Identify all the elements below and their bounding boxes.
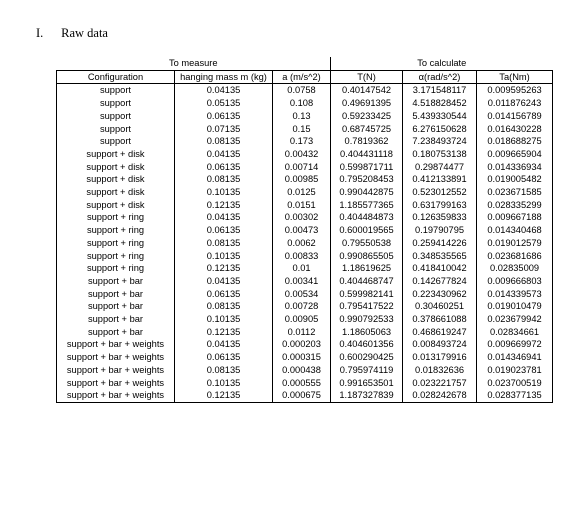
angular-acceleration-cell: 0.523012552 bbox=[403, 186, 477, 199]
hanging-mass-cell: 0.04135 bbox=[175, 84, 273, 97]
hanging-mass-cell: 0.10135 bbox=[175, 250, 273, 263]
acceleration-cell: 0.13 bbox=[273, 110, 331, 123]
table-row bbox=[57, 224, 553, 237]
column-header-row bbox=[57, 70, 553, 84]
tension-cell: 0.795208453 bbox=[331, 173, 403, 186]
tension-cell: 0.990442875 bbox=[331, 186, 403, 199]
torque-cell: 0.019023781 bbox=[477, 364, 553, 377]
torque-cell: 0.018688275 bbox=[477, 135, 553, 148]
hanging-mass-cell: 0.10135 bbox=[175, 313, 273, 326]
hanging-mass-cell: 0.06135 bbox=[175, 351, 273, 364]
torque-cell: 0.016430228 bbox=[477, 123, 553, 136]
table-row bbox=[57, 275, 553, 288]
hanging-mass-cell: 0.12135 bbox=[175, 199, 273, 212]
table-row bbox=[57, 351, 553, 364]
hanging-mass-cell: 0.06135 bbox=[175, 110, 273, 123]
section-number: I. bbox=[36, 26, 44, 40]
configuration-cell: support + ring bbox=[57, 250, 175, 263]
angular-acceleration-cell: 4.518828452 bbox=[403, 97, 477, 110]
angular-acceleration-cell: 0.418410042 bbox=[403, 262, 477, 275]
configuration-cell: support + bar bbox=[57, 300, 175, 313]
torque-cell: 0.009669972 bbox=[477, 338, 553, 351]
acceleration-cell: 0.00985 bbox=[273, 173, 331, 186]
angular-acceleration-cell: 7.238493724 bbox=[403, 135, 477, 148]
acceleration-cell: 0.0151 bbox=[273, 199, 331, 212]
hanging-mass-cell: 0.04135 bbox=[175, 338, 273, 351]
hanging-mass-cell: 0.12135 bbox=[175, 389, 273, 402]
configuration-cell: support + bar + weights bbox=[57, 389, 175, 402]
tension-cell: 0.795974119 bbox=[331, 364, 403, 377]
group-header-row bbox=[57, 57, 553, 70]
tension-cell: 0.79550538 bbox=[331, 237, 403, 250]
acceleration-cell: 0.00534 bbox=[273, 288, 331, 301]
angular-acceleration-cell: 0.126359833 bbox=[403, 211, 477, 224]
acceleration-cell: 0.00714 bbox=[273, 161, 331, 174]
torque-cell: 0.02835009 bbox=[477, 262, 553, 275]
table-row bbox=[57, 161, 553, 174]
configuration-cell: support + disk bbox=[57, 199, 175, 212]
torque-cell: 0.011876243 bbox=[477, 97, 553, 110]
tension-cell: 0.49691395 bbox=[331, 97, 403, 110]
torque-cell: 0.028377135 bbox=[477, 389, 553, 402]
tension-cell: 0.404601356 bbox=[331, 338, 403, 351]
acceleration-cell: 0.000203 bbox=[273, 338, 331, 351]
tension-cell: 0.795417522 bbox=[331, 300, 403, 313]
table-row bbox=[57, 338, 553, 351]
configuration-cell: support bbox=[57, 84, 175, 97]
configuration-cell: support + ring bbox=[57, 237, 175, 250]
acceleration-cell: 0.00302 bbox=[273, 211, 331, 224]
hanging-mass-cell: 0.08135 bbox=[175, 135, 273, 148]
acceleration-cell: 0.0062 bbox=[273, 237, 331, 250]
table-row bbox=[57, 300, 553, 313]
tension-cell: 0.599982141 bbox=[331, 288, 403, 301]
acceleration-cell: 0.173 bbox=[273, 135, 331, 148]
torque-cell: 0.023671585 bbox=[477, 186, 553, 199]
acceleration-cell: 0.000315 bbox=[273, 351, 331, 364]
hanging-mass-cell: 0.06135 bbox=[175, 288, 273, 301]
angular-acceleration-cell: 0.142677824 bbox=[403, 275, 477, 288]
configuration-cell: support bbox=[57, 135, 175, 148]
configuration-cell: support + bar bbox=[57, 275, 175, 288]
column-header: α(rad/s^2) bbox=[403, 70, 477, 84]
configuration-cell: support + bar + weights bbox=[57, 351, 175, 364]
column-header: Ta(Nm) bbox=[477, 70, 553, 84]
torque-cell: 0.009666803 bbox=[477, 275, 553, 288]
tension-cell: 0.599871711 bbox=[331, 161, 403, 174]
table-row bbox=[57, 211, 553, 224]
tension-cell: 0.600019565 bbox=[331, 224, 403, 237]
acceleration-cell: 0.01 bbox=[273, 262, 331, 275]
torque-cell: 0.009667188 bbox=[477, 211, 553, 224]
configuration-cell: support + bar + weights bbox=[57, 364, 175, 377]
angular-acceleration-cell: 3.171548117 bbox=[403, 84, 477, 97]
table-row bbox=[57, 288, 553, 301]
tension-cell: 0.600290425 bbox=[331, 351, 403, 364]
section-heading bbox=[36, 26, 108, 41]
table-row bbox=[57, 326, 553, 339]
acceleration-cell: 0.00432 bbox=[273, 148, 331, 161]
configuration-cell: support + disk bbox=[57, 173, 175, 186]
table-row bbox=[57, 389, 553, 402]
acceleration-cell: 0.00833 bbox=[273, 250, 331, 263]
group-header-calculate: To calculate bbox=[331, 57, 553, 70]
acceleration-cell: 0.000555 bbox=[273, 377, 331, 390]
hanging-mass-cell: 0.04135 bbox=[175, 275, 273, 288]
column-header: hanging mass m (kg) bbox=[175, 70, 273, 84]
tension-cell: 1.187327839 bbox=[331, 389, 403, 402]
configuration-cell: support bbox=[57, 123, 175, 136]
angular-acceleration-cell: 0.19790795 bbox=[403, 224, 477, 237]
configuration-cell: support + ring bbox=[57, 224, 175, 237]
acceleration-cell: 0.0112 bbox=[273, 326, 331, 339]
hanging-mass-cell: 0.10135 bbox=[175, 377, 273, 390]
tension-cell: 0.68745725 bbox=[331, 123, 403, 136]
hanging-mass-cell: 0.10135 bbox=[175, 186, 273, 199]
table-body bbox=[57, 84, 553, 403]
angular-acceleration-cell: 6.276150628 bbox=[403, 123, 477, 136]
configuration-cell: support + disk bbox=[57, 186, 175, 199]
torque-cell: 0.014346941 bbox=[477, 351, 553, 364]
torque-cell: 0.009665904 bbox=[477, 148, 553, 161]
configuration-cell: support + bar bbox=[57, 313, 175, 326]
angular-acceleration-cell: 0.028242678 bbox=[403, 389, 477, 402]
table-row bbox=[57, 84, 553, 97]
tension-cell: 0.404431118 bbox=[331, 148, 403, 161]
torque-cell: 0.019012579 bbox=[477, 237, 553, 250]
acceleration-cell: 0.00905 bbox=[273, 313, 331, 326]
torque-cell: 0.019010479 bbox=[477, 300, 553, 313]
angular-acceleration-cell: 0.023221757 bbox=[403, 377, 477, 390]
hanging-mass-cell: 0.04135 bbox=[175, 148, 273, 161]
angular-acceleration-cell: 0.223430962 bbox=[403, 288, 477, 301]
torque-cell: 0.009595263 bbox=[477, 84, 553, 97]
tension-cell: 1.18605063 bbox=[331, 326, 403, 339]
tension-cell: 0.7819362 bbox=[331, 135, 403, 148]
angular-acceleration-cell: 0.378661088 bbox=[403, 313, 477, 326]
angular-acceleration-cell: 0.631799163 bbox=[403, 199, 477, 212]
acceleration-cell: 0.00341 bbox=[273, 275, 331, 288]
torque-cell: 0.028335299 bbox=[477, 199, 553, 212]
tension-cell: 0.40147542 bbox=[331, 84, 403, 97]
angular-acceleration-cell: 0.412133891 bbox=[403, 173, 477, 186]
table-row bbox=[57, 377, 553, 390]
table-row bbox=[57, 173, 553, 186]
table-row bbox=[57, 135, 553, 148]
table-row bbox=[57, 313, 553, 326]
acceleration-cell: 0.000438 bbox=[273, 364, 331, 377]
tension-cell: 0.59233425 bbox=[331, 110, 403, 123]
configuration-cell: support + bar + weights bbox=[57, 338, 175, 351]
configuration-cell: support bbox=[57, 97, 175, 110]
column-header: Configuration bbox=[57, 70, 175, 84]
acceleration-cell: 0.00473 bbox=[273, 224, 331, 237]
column-header: a (m/s^2) bbox=[273, 70, 331, 84]
hanging-mass-cell: 0.12135 bbox=[175, 262, 273, 275]
tension-cell: 0.990792533 bbox=[331, 313, 403, 326]
table-row bbox=[57, 148, 553, 161]
configuration-cell: support bbox=[57, 110, 175, 123]
angular-acceleration-cell: 0.008493724 bbox=[403, 338, 477, 351]
hanging-mass-cell: 0.08135 bbox=[175, 237, 273, 250]
table-row bbox=[57, 237, 553, 250]
torque-cell: 0.019005482 bbox=[477, 173, 553, 186]
tension-cell: 1.18619625 bbox=[331, 262, 403, 275]
section-title: Raw data bbox=[61, 26, 108, 40]
hanging-mass-cell: 0.06135 bbox=[175, 224, 273, 237]
tension-cell: 0.404484873 bbox=[331, 211, 403, 224]
hanging-mass-cell: 0.06135 bbox=[175, 161, 273, 174]
group-header-measure: To measure bbox=[57, 57, 331, 70]
torque-cell: 0.014156789 bbox=[477, 110, 553, 123]
angular-acceleration-cell: 0.01832636 bbox=[403, 364, 477, 377]
table-row bbox=[57, 186, 553, 199]
configuration-cell: support + disk bbox=[57, 161, 175, 174]
angular-acceleration-cell: 0.348535565 bbox=[403, 250, 477, 263]
angular-acceleration-cell: 0.259414226 bbox=[403, 237, 477, 250]
table-row bbox=[57, 123, 553, 136]
torque-cell: 0.023679942 bbox=[477, 313, 553, 326]
table-row bbox=[57, 262, 553, 275]
hanging-mass-cell: 0.12135 bbox=[175, 326, 273, 339]
angular-acceleration-cell: 0.468619247 bbox=[403, 326, 477, 339]
angular-acceleration-cell: 0.29874477 bbox=[403, 161, 477, 174]
acceleration-cell: 0.000675 bbox=[273, 389, 331, 402]
raw-data-table bbox=[56, 57, 553, 403]
torque-cell: 0.023700519 bbox=[477, 377, 553, 390]
torque-cell: 0.014339573 bbox=[477, 288, 553, 301]
angular-acceleration-cell: 0.013179916 bbox=[403, 351, 477, 364]
table-row bbox=[57, 364, 553, 377]
column-header: T(N) bbox=[331, 70, 403, 84]
configuration-cell: support + bar bbox=[57, 288, 175, 301]
tension-cell: 0.404468747 bbox=[331, 275, 403, 288]
angular-acceleration-cell: 0.180753138 bbox=[403, 148, 477, 161]
hanging-mass-cell: 0.08135 bbox=[175, 173, 273, 186]
acceleration-cell: 0.15 bbox=[273, 123, 331, 136]
torque-cell: 0.014336934 bbox=[477, 161, 553, 174]
tension-cell: 0.990865505 bbox=[331, 250, 403, 263]
torque-cell: 0.023681686 bbox=[477, 250, 553, 263]
angular-acceleration-cell: 5.439330544 bbox=[403, 110, 477, 123]
acceleration-cell: 0.0758 bbox=[273, 84, 331, 97]
acceleration-cell: 0.00728 bbox=[273, 300, 331, 313]
acceleration-cell: 0.0125 bbox=[273, 186, 331, 199]
configuration-cell: support + bar + weights bbox=[57, 377, 175, 390]
configuration-cell: support + ring bbox=[57, 211, 175, 224]
torque-cell: 0.02834661 bbox=[477, 326, 553, 339]
table-row bbox=[57, 97, 553, 110]
tension-cell: 1.185577365 bbox=[331, 199, 403, 212]
table-row bbox=[57, 199, 553, 212]
hanging-mass-cell: 0.07135 bbox=[175, 123, 273, 136]
configuration-cell: support + bar bbox=[57, 326, 175, 339]
angular-acceleration-cell: 0.30460251 bbox=[403, 300, 477, 313]
hanging-mass-cell: 0.08135 bbox=[175, 300, 273, 313]
configuration-cell: support + ring bbox=[57, 262, 175, 275]
table-row bbox=[57, 250, 553, 263]
hanging-mass-cell: 0.05135 bbox=[175, 97, 273, 110]
torque-cell: 0.014340468 bbox=[477, 224, 553, 237]
hanging-mass-cell: 0.08135 bbox=[175, 364, 273, 377]
configuration-cell: support + disk bbox=[57, 148, 175, 161]
hanging-mass-cell: 0.04135 bbox=[175, 211, 273, 224]
table-row bbox=[57, 110, 553, 123]
acceleration-cell: 0.108 bbox=[273, 97, 331, 110]
tension-cell: 0.991653501 bbox=[331, 377, 403, 390]
